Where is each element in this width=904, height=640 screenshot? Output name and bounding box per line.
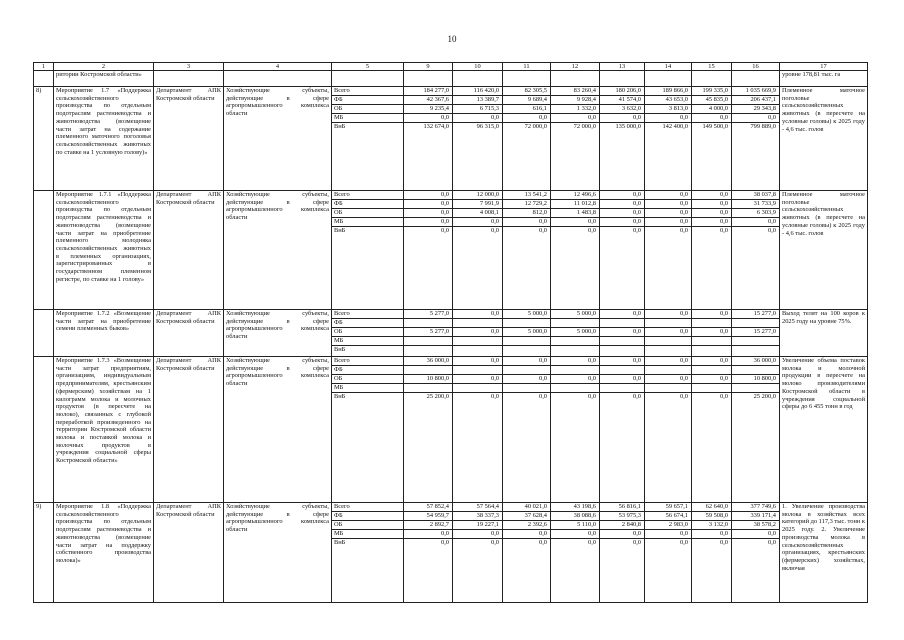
value-cell: 0,0	[645, 200, 692, 209]
funding-source: ФБ	[332, 366, 404, 375]
activity-description: Мероприятие 1.7.1 «Поддержка сельскохозяйственного производства по отдельным подотраслям растениеводства и животноводства (возмещение части затрат на приобретение племенного молодняка сельскохозяйственных животных в племенных организациях, зарегистрированных в государственном племенном регистре, по ставке на 1 голову»	[54, 191, 154, 310]
value-cell: 54 959,7	[404, 512, 453, 521]
activity-number: 9)	[34, 503, 54, 603]
value-cell	[503, 337, 551, 346]
value-cell: 0,0	[404, 191, 453, 200]
value-cell	[600, 366, 645, 375]
value-cell: 799 889,0	[732, 123, 780, 191]
value-cell: 42 367,6	[404, 96, 453, 105]
header-cell: 9	[404, 63, 453, 71]
value-cell: 189 866,0	[645, 87, 692, 96]
funding-source: Всего	[332, 503, 404, 512]
value-cell	[600, 346, 645, 357]
value-cell: 0,0	[692, 218, 732, 227]
responsible-department: Департамент АПК Костромской области	[154, 87, 224, 191]
funding-source: ОБ	[332, 521, 404, 530]
value-cell: 2 892,7	[404, 521, 453, 530]
participants: Хозяйствующие субъекты, действующие в сфере агропромышленного комплекса области	[224, 357, 332, 503]
table-row	[34, 310, 868, 319]
funding-source: ОБ	[332, 209, 404, 218]
value-cell: 59 657,1	[645, 503, 692, 512]
value-cell: 0,0	[453, 375, 503, 384]
continuation-desc: ритории Костромской области»	[54, 71, 154, 87]
value-cell: 116 420,0	[453, 87, 503, 96]
value-cell: 0,0	[551, 393, 600, 503]
responsible-department: Департамент АПК Костромской области	[154, 310, 224, 357]
value-cell	[404, 319, 453, 328]
header-cell: 16	[732, 63, 780, 71]
value-cell: 15 277,0	[732, 310, 780, 319]
value-cell: 45 835,0	[692, 96, 732, 105]
value-cell: 0,0	[692, 200, 732, 209]
value-cell: 1 483,8	[551, 209, 600, 218]
value-cell: 0,0	[453, 530, 503, 539]
value-cell: 0,0	[645, 530, 692, 539]
value-cell: 38 088,6	[551, 512, 600, 521]
value-cell: 142 400,0	[645, 123, 692, 191]
value-cell: 0,0	[600, 530, 645, 539]
value-cell: 10 800,0	[732, 375, 780, 384]
value-cell	[600, 319, 645, 328]
value-cell: 13 541,2	[503, 191, 551, 200]
value-cell: 149 500,0	[692, 123, 732, 191]
value-cell: 0,0	[600, 191, 645, 200]
value-cell: 38 337,3	[453, 512, 503, 521]
header-cell: 4	[224, 63, 332, 71]
value-cell: 0,0	[453, 357, 503, 366]
value-cell: 12 729,2	[503, 200, 551, 209]
value-cell: 0,0	[600, 114, 645, 123]
value-cell	[404, 337, 453, 346]
header-cell: 5	[332, 63, 404, 71]
funding-source: МБ	[332, 218, 404, 227]
expected-result: Племенное маточное поголовье сельскохозяйственных животных (в пересчете на условные головы) к 2025 году - 4,6 тыс. голов	[780, 191, 868, 310]
value-cell: 57 564,4	[453, 503, 503, 512]
program-table	[33, 62, 868, 603]
value-cell: 0,0	[732, 539, 780, 603]
header-row	[34, 63, 868, 71]
value-cell: 11 012,8	[551, 200, 600, 209]
header-cell: 3	[154, 63, 224, 71]
value-cell: 4 008,1	[453, 209, 503, 218]
value-cell	[732, 337, 780, 346]
value-cell	[551, 366, 600, 375]
value-cell	[551, 337, 600, 346]
value-cell: 0,0	[645, 539, 692, 603]
value-cell: 0,0	[404, 227, 453, 310]
value-cell: 0,0	[551, 227, 600, 310]
value-cell	[503, 346, 551, 357]
value-cell: 206 437,1	[732, 96, 780, 105]
value-cell: 0,0	[404, 200, 453, 209]
value-cell	[453, 346, 503, 357]
value-cell	[645, 337, 692, 346]
expected-result: Выход телят на 100 коров к 2025 году на уровне 75%.	[780, 310, 868, 357]
participants: Хозяйствующие субъекты, действующие в сфере агропромышленного комплекса области	[224, 87, 332, 191]
value-cell: 5 000,0	[503, 310, 551, 319]
funding-source: МБ	[332, 337, 404, 346]
value-cell: 0,0	[503, 375, 551, 384]
funding-source: ВнБ	[332, 346, 404, 357]
value-cell: 135 000,0	[600, 123, 645, 191]
value-cell: 15 277,0	[732, 328, 780, 337]
expected-result: Увеличение объема поставок молока и молочной продукции в пересчете на молоко производителями Костромской области в учреждения социальной сферы до 6 455 тонн в год	[780, 357, 868, 503]
value-cell	[645, 366, 692, 375]
value-cell: 25 200,0	[732, 393, 780, 503]
value-cell: 0,0	[600, 357, 645, 366]
funding-source: ФБ	[332, 200, 404, 209]
value-cell: 0,0	[600, 200, 645, 209]
table-row	[34, 87, 868, 96]
value-cell: 5 000,0	[551, 310, 600, 319]
value-cell	[404, 384, 453, 393]
value-cell: 0,0	[551, 539, 600, 603]
value-cell: 83 260,4	[551, 87, 600, 96]
value-cell	[551, 346, 600, 357]
value-cell: 0,0	[453, 539, 503, 603]
value-cell: 0,0	[645, 227, 692, 310]
value-cell: 40 021,0	[503, 503, 551, 512]
header-cell: 13	[600, 63, 645, 71]
value-cell	[732, 319, 780, 328]
value-cell: 0,0	[404, 530, 453, 539]
value-cell	[600, 337, 645, 346]
value-cell: 0,0	[503, 218, 551, 227]
value-cell: 72 000,0	[551, 123, 600, 191]
value-cell: 38 037,8	[732, 191, 780, 200]
value-cell: 0,0	[732, 227, 780, 310]
value-cell: 57 852,4	[404, 503, 453, 512]
value-cell: 377 749,6	[732, 503, 780, 512]
value-cell: 12 000,0	[453, 191, 503, 200]
value-cell	[692, 319, 732, 328]
continuation-result: уровне 178,81 тыс. га	[780, 71, 868, 87]
value-cell: 9 235,4	[404, 105, 453, 114]
value-cell: 3 632,0	[600, 105, 645, 114]
value-cell: 0,0	[692, 114, 732, 123]
value-cell	[404, 346, 453, 357]
value-cell: 0,0	[692, 209, 732, 218]
value-cell	[503, 319, 551, 328]
value-cell: 0,0	[645, 393, 692, 503]
value-cell: 812,0	[503, 209, 551, 218]
value-cell: 0,0	[645, 310, 692, 319]
value-cell	[692, 337, 732, 346]
value-cell	[645, 346, 692, 357]
activity-number	[34, 357, 54, 503]
value-cell: 0,0	[600, 539, 645, 603]
value-cell	[453, 319, 503, 328]
value-cell	[453, 384, 503, 393]
value-cell: 3 813,0	[645, 105, 692, 114]
value-cell: 36 000,0	[404, 357, 453, 366]
value-cell: 25 200,0	[404, 393, 453, 503]
value-cell: 132 674,0	[404, 123, 453, 191]
value-cell	[600, 384, 645, 393]
funding-source: ОБ	[332, 328, 404, 337]
value-cell	[404, 366, 453, 375]
value-cell: 0,0	[600, 227, 645, 310]
expected-result: Племенное маточное поголовье сельскохозяйственных животных (в пересчете на условные головы) к 2025 году - 4,6 тыс. голов	[780, 87, 868, 191]
responsible-department: Департамент АПК Костромской области	[154, 357, 224, 503]
value-cell: 13 389,7	[453, 96, 503, 105]
value-cell: 29 343,8	[732, 105, 780, 114]
value-cell: 1 035 669,9	[732, 87, 780, 96]
table-row	[34, 191, 868, 200]
value-cell: 0,0	[404, 218, 453, 227]
value-cell: 0,0	[600, 310, 645, 319]
value-cell	[645, 384, 692, 393]
funding-source: ОБ	[332, 375, 404, 384]
value-cell: 0,0	[692, 375, 732, 384]
value-cell: 12 496,6	[551, 191, 600, 200]
value-cell: 7 991,9	[453, 200, 503, 209]
value-cell: 5 110,0	[551, 521, 600, 530]
value-cell: 0,0	[645, 218, 692, 227]
activity-description: Мероприятие 1.8 «Поддержка сельскохозяйственного производства по отдельным подотраслям растениеводства и животноводства (возмещение части затрат на поддержку собственного производства молока)»	[54, 503, 154, 603]
value-cell: 0,0	[645, 375, 692, 384]
value-cell	[551, 384, 600, 393]
value-cell: 0,0	[692, 357, 732, 366]
header-cell: 2	[54, 63, 154, 71]
value-cell: 1 332,0	[551, 105, 600, 114]
value-cell: 339 171,4	[732, 512, 780, 521]
value-cell: 56 674,1	[645, 512, 692, 521]
funding-source: ФБ	[332, 319, 404, 328]
value-cell	[453, 337, 503, 346]
value-cell: 0,0	[600, 375, 645, 384]
value-cell: 0,0	[692, 539, 732, 603]
value-cell: 0,0	[503, 539, 551, 603]
value-cell: 0,0	[600, 209, 645, 218]
value-cell: 10 800,0	[404, 375, 453, 384]
value-cell: 2 983,0	[645, 521, 692, 530]
activity-number: 8)	[34, 87, 54, 191]
value-cell: 0,0	[645, 191, 692, 200]
value-cell: 5 000,0	[503, 328, 551, 337]
value-cell	[503, 366, 551, 375]
value-cell: 37 628,4	[503, 512, 551, 521]
header-cell: 10	[453, 63, 503, 71]
value-cell: 6 303,9	[732, 209, 780, 218]
value-cell: 0,0	[551, 114, 600, 123]
value-cell: 199 335,0	[692, 87, 732, 96]
value-cell: 3 132,0	[692, 521, 732, 530]
value-cell: 0,0	[732, 530, 780, 539]
header-cell: 12	[551, 63, 600, 71]
table-row	[34, 357, 868, 366]
value-cell: 0,0	[645, 357, 692, 366]
continuation-row	[34, 71, 868, 87]
funding-source: Всего	[332, 87, 404, 96]
value-cell: 0,0	[453, 310, 503, 319]
header-cell: 17	[780, 63, 868, 71]
funding-source: Всего	[332, 191, 404, 200]
value-cell: 5 277,0	[404, 310, 453, 319]
funding-source: ВнБ	[332, 393, 404, 503]
value-cell: 0,0	[453, 114, 503, 123]
header-cell: 15	[692, 63, 732, 71]
value-cell: 0,0	[692, 227, 732, 310]
value-cell	[551, 319, 600, 328]
value-cell: 0,0	[645, 114, 692, 123]
value-cell: 0,0	[692, 530, 732, 539]
responsible-department: Департамент АПК Костромской области	[154, 191, 224, 310]
activity-description: Мероприятие 1.7.3 «Возмещение части затрат предприятиям, организациям, индивидуальным предпринимателям, крестьянским (фермерским) хозяйствам на 1 килограмм молока и молочных продуктов (в пересчете на молоко), связанных с глубокой переработкой произведенного на территории Костромской области молока и поставкой молока и молочных продуктов в учреждения социальной сферы Костромской области»	[54, 357, 154, 503]
value-cell: 0,0	[551, 357, 600, 366]
value-cell	[692, 384, 732, 393]
value-cell: 53 975,3	[600, 512, 645, 521]
value-cell: 0,0	[453, 218, 503, 227]
value-cell: 56 816,1	[600, 503, 645, 512]
value-cell: 0,0	[404, 209, 453, 218]
value-cell: 9 928,4	[551, 96, 600, 105]
value-cell: 31 733,9	[732, 200, 780, 209]
value-cell: 180 206,0	[600, 87, 645, 96]
value-cell: 0,0	[503, 357, 551, 366]
value-cell: 0,0	[404, 539, 453, 603]
value-cell: 0,0	[551, 218, 600, 227]
value-cell: 0,0	[453, 393, 503, 503]
value-cell: 0,0	[692, 393, 732, 503]
funding-source: ФБ	[332, 512, 404, 521]
table-row	[34, 503, 868, 512]
funding-source: ВнБ	[332, 539, 404, 603]
participants: Хозяйствующие субъекты, действующие в сфере агропромышленного комплекса области	[224, 503, 332, 603]
value-cell: 184 277,0	[404, 87, 453, 96]
funding-source: ОБ	[332, 105, 404, 114]
funding-source: МБ	[332, 114, 404, 123]
value-cell: 38 578,2	[732, 521, 780, 530]
expected-result: 1. Увеличение производства молока в хозяйствах всех категорий до 117,3 тыс. тонн к 2025 году. 2. Увеличение производства молока в сельскохозяйственных организациях, крестьянских (фермерских) хозяйствах, включая	[780, 503, 868, 603]
value-cell: 0,0	[503, 530, 551, 539]
value-cell: 0,0	[551, 530, 600, 539]
value-cell: 62 640,0	[692, 503, 732, 512]
value-cell: 0,0	[645, 209, 692, 218]
value-cell: 0,0	[503, 114, 551, 123]
value-cell: 19 227,1	[453, 521, 503, 530]
value-cell: 0,0	[453, 227, 503, 310]
value-cell: 0,0	[453, 328, 503, 337]
value-cell	[732, 366, 780, 375]
value-cell: 0,0	[645, 328, 692, 337]
value-cell: 0,0	[692, 191, 732, 200]
funding-source: Всего	[332, 357, 404, 366]
value-cell: 0,0	[503, 393, 551, 503]
funding-source: ВнБ	[332, 123, 404, 191]
value-cell: 6 715,3	[453, 105, 503, 114]
funding-source: ФБ	[332, 96, 404, 105]
value-cell: 0,0	[600, 328, 645, 337]
page-number: 10	[447, 34, 457, 44]
value-cell: 9 689,4	[503, 96, 551, 105]
responsible-department: Департамент АПК Костромской области	[154, 503, 224, 603]
value-cell: 5 000,0	[551, 328, 600, 337]
value-cell: 82 305,5	[503, 87, 551, 96]
header-cell: 14	[645, 63, 692, 71]
participants: Хозяйствующие субъекты, действующие в сфере агропромышленного комплекса области	[224, 191, 332, 310]
value-cell	[645, 319, 692, 328]
value-cell	[453, 366, 503, 375]
value-cell: 0,0	[692, 328, 732, 337]
value-cell: 0,0	[503, 227, 551, 310]
value-cell: 616,1	[503, 105, 551, 114]
activity-description: Мероприятие 1.7 «Поддержка сельскохозяйственного производства по отдельным подотраслям растениеводства и животноводства (возмещение части затрат на содержание племенного маточного поголовья сельскохозяйственных животных по ставке на 1 условную голову)»	[54, 87, 154, 191]
activity-description: Мероприятие 1.7.2 «Возмещение части затрат на приобретение семени племенных быков»	[54, 310, 154, 357]
value-cell: 43 198,6	[551, 503, 600, 512]
value-cell: 72 000,0	[503, 123, 551, 191]
value-cell: 0,0	[404, 114, 453, 123]
value-cell: 0,0	[600, 218, 645, 227]
value-cell: 0,0	[600, 393, 645, 503]
value-cell: 2 392,6	[503, 521, 551, 530]
value-cell: 96 315,0	[453, 123, 503, 191]
header-cell: 1	[34, 63, 54, 71]
value-cell: 2 840,8	[600, 521, 645, 530]
value-cell	[732, 346, 780, 357]
value-cell: 43 653,0	[645, 96, 692, 105]
value-cell: 41 574,0	[600, 96, 645, 105]
value-cell: 0,0	[732, 114, 780, 123]
activity-number	[34, 310, 54, 357]
value-cell: 5 277,0	[404, 328, 453, 337]
value-cell: 0,0	[551, 375, 600, 384]
header-cell: 11	[503, 63, 551, 71]
funding-source: МБ	[332, 530, 404, 539]
value-cell	[692, 346, 732, 357]
value-cell: 0,0	[692, 310, 732, 319]
participants: Хозяйствующие субъекты, действующие в сфере агропромышленного комплекса области	[224, 310, 332, 357]
value-cell	[732, 384, 780, 393]
value-cell: 4 000,0	[692, 105, 732, 114]
activity-number	[34, 191, 54, 310]
value-cell	[692, 366, 732, 375]
funding-source: ВнБ	[332, 227, 404, 310]
funding-source: МБ	[332, 384, 404, 393]
value-cell: 36 000,0	[732, 357, 780, 366]
funding-source: Всего	[332, 310, 404, 319]
value-cell	[503, 384, 551, 393]
value-cell: 0,0	[732, 218, 780, 227]
value-cell: 59 508,0	[692, 512, 732, 521]
